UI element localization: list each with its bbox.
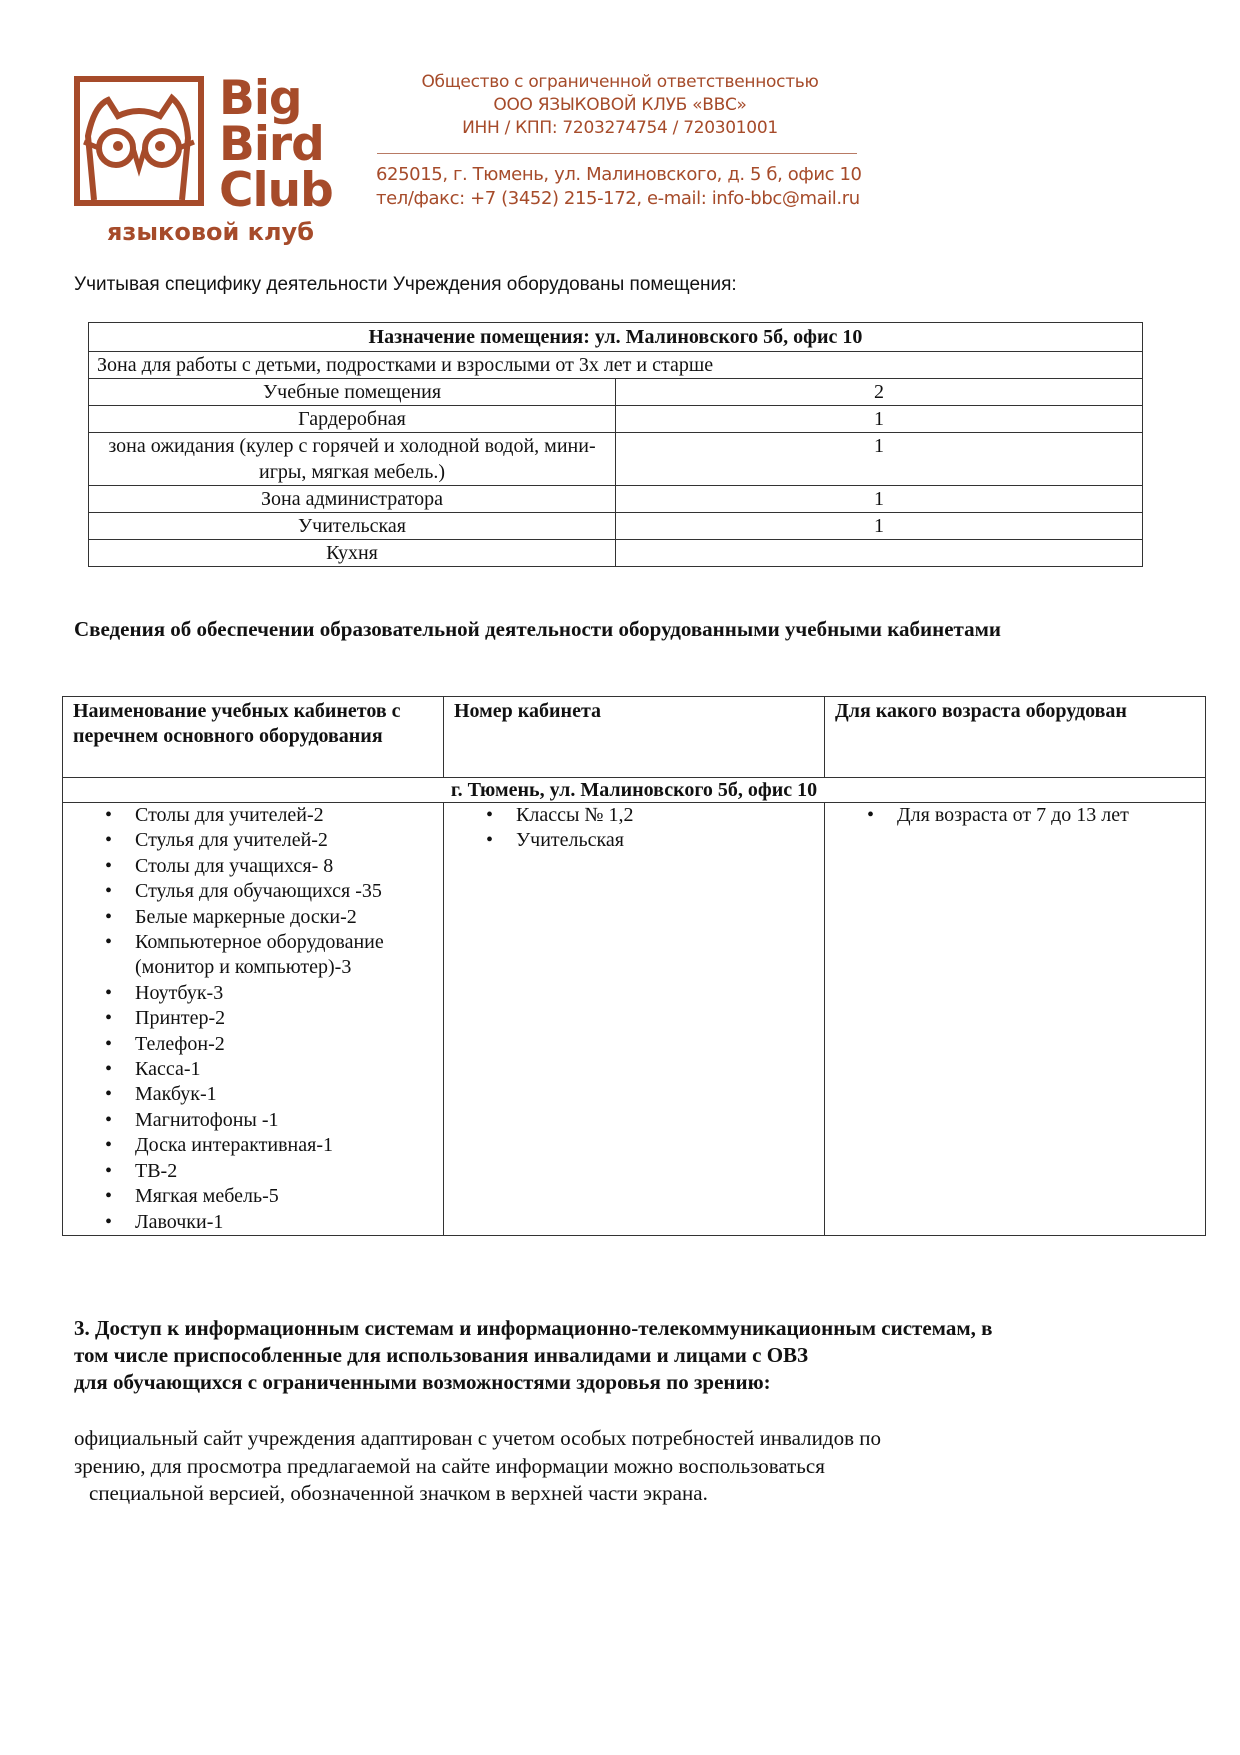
intro-text: Учитывая специфику деятельности Учреждения оборудованы помещения: [74, 274, 737, 295]
list-item: • Белые маркерные доски-2 [63, 905, 435, 930]
list-item: • Доска интерактивная-1 [63, 1133, 435, 1158]
rooms-table-title: Назначение помещения: ул. Малиновского 5б, офис 10 [89, 323, 1143, 352]
list-item: • Телефон-2 [63, 1032, 435, 1057]
header-divider [377, 153, 857, 154]
address-row: г. Тюмень, ул. Малиновского 5б, офис 10 [63, 778, 1206, 803]
table-row [89, 486, 1143, 513]
org-line: ИНН / КПП: 7203274754 / 720301001 [462, 118, 778, 138]
room-name: Кухня [89, 540, 616, 567]
table-row [89, 406, 1143, 433]
list-item: • Столы для учащихся- 8 [63, 854, 435, 879]
list-item: • Стулья для учителей-2 [63, 828, 435, 853]
contact-block [376, 163, 862, 211]
list-item: • Принтер-2 [63, 1006, 435, 1031]
list-item: • Столы для учителей-2 [63, 803, 435, 828]
heading-line: том числе приспособленные для использования инвалидами и лицами с ОВЗ [74, 1343, 809, 1367]
address: 625015, г. Тюмень, ул. Малиновского, д. 5 б, офис 10 [376, 164, 862, 185]
list-item: • Магнитофоны -1 [63, 1108, 435, 1133]
table-row [89, 513, 1143, 540]
list-item: • Стулья для обучающихся -35 [63, 879, 435, 904]
logo-line-3: Club [219, 163, 333, 218]
list-item: • Касса-1 [63, 1057, 435, 1082]
org-info [400, 71, 840, 140]
section3-heading [74, 1315, 1194, 1396]
section2-heading: Сведения об обеспечении образовательной деятельности оборудованными учебными кабинетами [74, 617, 1002, 641]
table-row [89, 379, 1143, 406]
room-name: Зона администратора [89, 486, 616, 513]
rooms-list [444, 803, 816, 854]
heading-line: 3. Доступ к информационным системам и информационно-телекоммуникационным системам, в [74, 1316, 993, 1340]
equipment-cell [63, 803, 444, 1236]
room-name: Учебные помещения [89, 379, 616, 406]
list-item: • Ноутбук-3 [63, 981, 435, 1006]
ages-cell [825, 803, 1206, 1236]
list-item: • Учительская [444, 828, 816, 853]
room-name: Гардеробная [89, 406, 616, 433]
list-item: • Макбук-1 [63, 1082, 435, 1107]
header-room-number: Номер кабинета [444, 697, 825, 778]
table-row [89, 540, 1143, 567]
owl-logo-icon [74, 76, 204, 206]
list-item: • ТВ-2 [63, 1159, 435, 1184]
logo-line-1: Big [219, 71, 302, 126]
equipment-table [62, 696, 1206, 1236]
list-item: • Компьютерное оборудование (монитор и компьютер)-3 [63, 930, 435, 981]
ages-list [825, 803, 1197, 828]
room-count: 1 [616, 486, 1143, 513]
para-line: зрению, для просмотра предлагаемой на сайте информации можно воспользоваться [74, 1453, 825, 1478]
room-count [616, 540, 1143, 567]
zone-row: Зона для работы с детьми, подростками и взрослыми от 3х лет и старше [89, 352, 1143, 379]
room-count: 1 [616, 406, 1143, 433]
header-age: Для какого возраста оборудован [825, 697, 1206, 778]
list-item: • Для возраста от 7 до 13 лет [825, 803, 1197, 828]
table-row [89, 433, 1143, 486]
section3-paragraph [74, 1425, 1174, 1508]
org-line: Общество с ограниченной ответственностью [421, 72, 819, 92]
room-count: 2 [616, 379, 1143, 406]
room-name: Учительская [89, 513, 616, 540]
room-count: 1 [616, 513, 1143, 540]
logo-subtitle: языковой клуб [107, 218, 314, 246]
rooms-cell [444, 803, 825, 1236]
heading-line: для обучающихся с ограниченными возможностями здоровья по зрению: [74, 1370, 771, 1394]
logo-line-2: Bird [219, 117, 324, 172]
room-name: зона ожидания (кулер с горячей и холодной водой, мини-игры, мягкая мебель.) [89, 433, 616, 486]
para-line: официальный сайт учреждения адаптирован с учетом особых потребностей инвалидов по [74, 1426, 881, 1450]
org-line: ООО ЯЗЫКОВОЙ КЛУБ «ВВС» [493, 95, 747, 115]
list-item: • Лавочки-1 [63, 1210, 435, 1235]
equipment-list [63, 803, 435, 1235]
para-line: специальной версией, обозначенной значком в верхней части экрана. [89, 1481, 708, 1505]
header-equipment: Наименование учебных кабинетов с перечнем основного оборудования [63, 697, 444, 778]
list-item: • Классы № 1,2 [444, 803, 816, 828]
logo [74, 71, 344, 251]
rooms-table [88, 322, 1143, 567]
list-item: • Мягкая мебель-5 [63, 1184, 435, 1209]
room-count: 1 [616, 433, 1143, 486]
contacts: тел/факс: +7 (3452) 215-172, e-mail: info-bbc@mail.ru [376, 188, 860, 209]
